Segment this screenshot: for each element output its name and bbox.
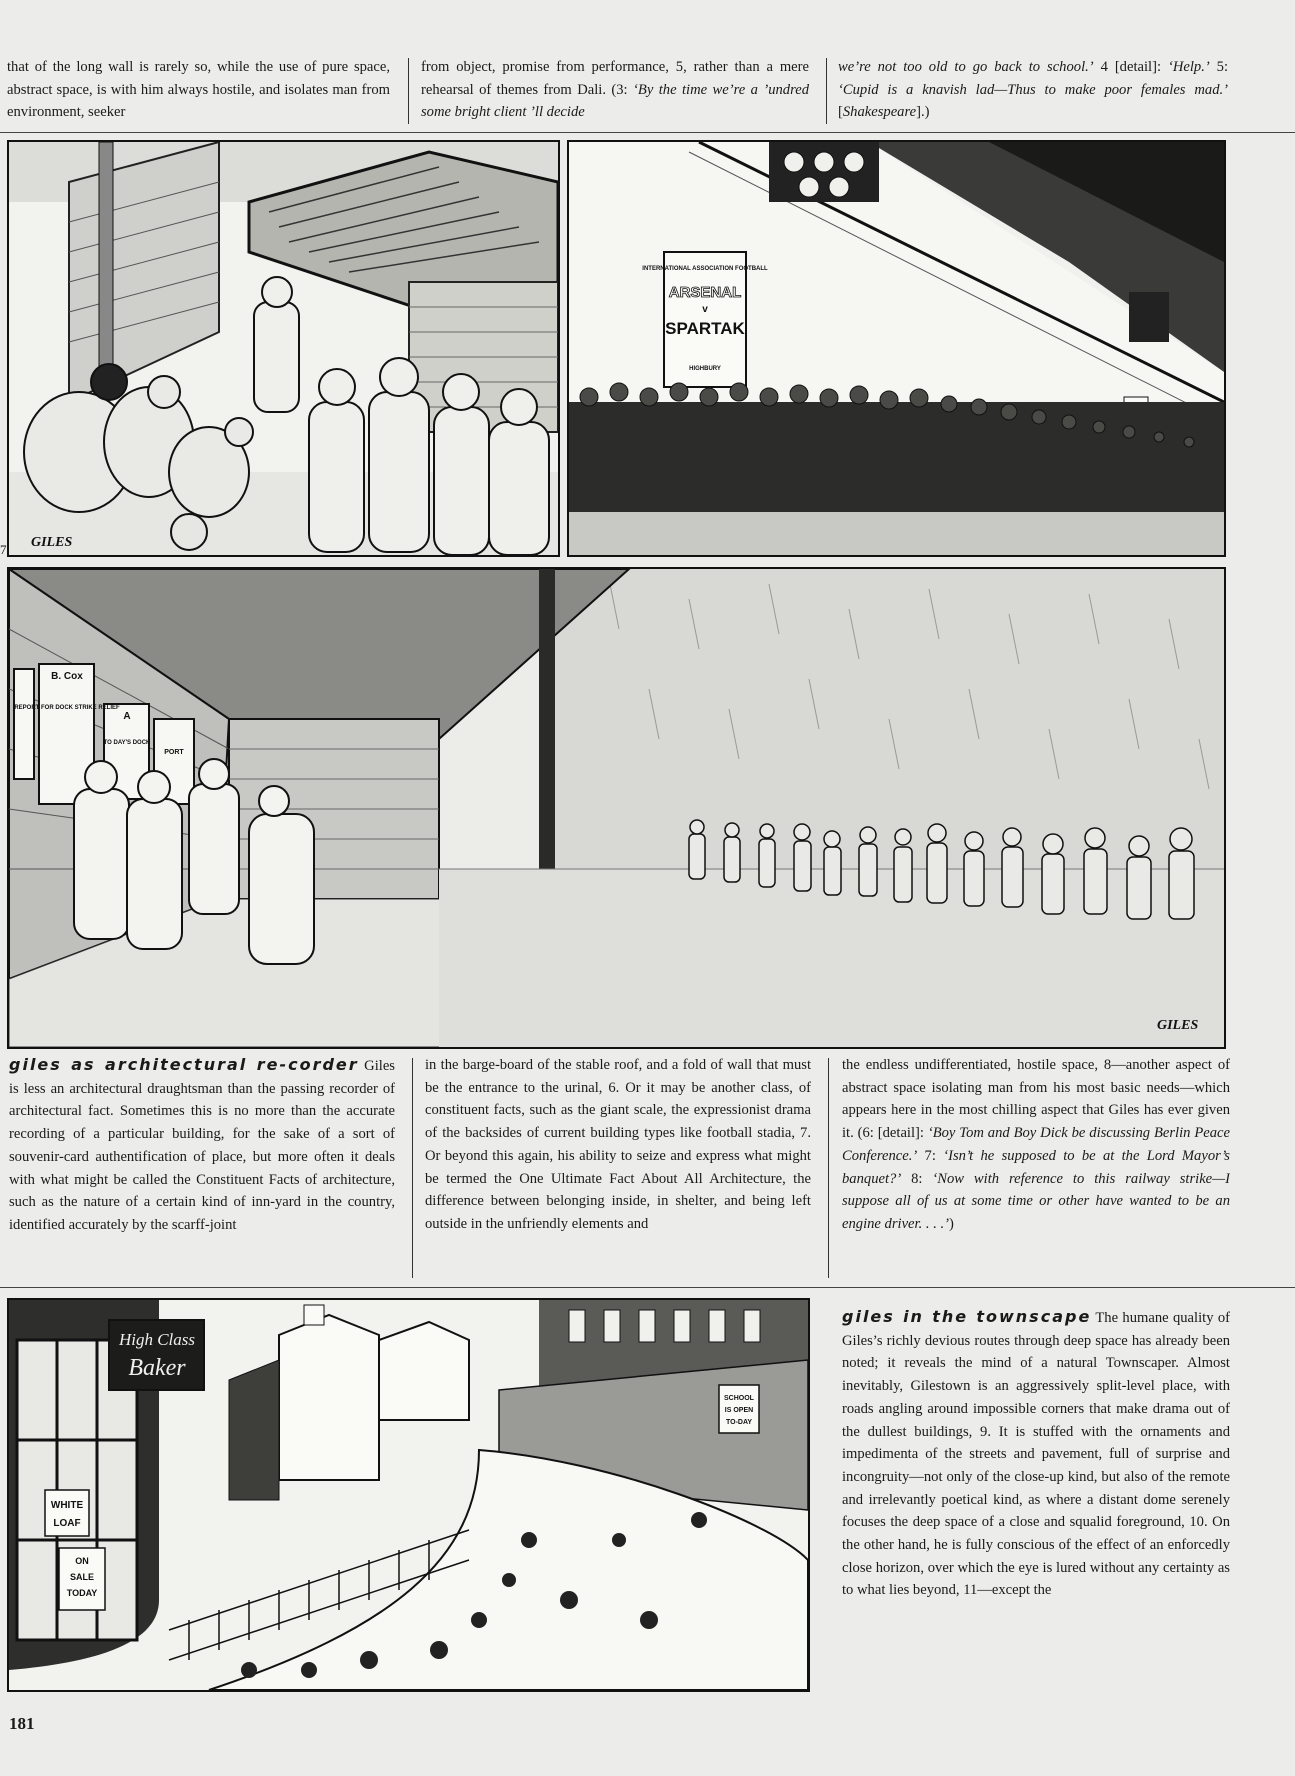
school-sign-line-1: SCHOOL [724, 1395, 754, 1402]
middle-column-1 [9, 1054, 395, 1237]
illustration-football-stadium [567, 140, 1226, 557]
middle-column-3 [842, 1054, 1230, 1236]
poster-line-1: INTERNATIONAL ASSOCIATION FOOTBALL [642, 266, 768, 272]
school-sign-line-2: IS OPEN [724, 1407, 754, 1414]
column-divider [826, 58, 827, 124]
loaf-poster-line-1: WHITE [50, 1500, 84, 1511]
baker-sign-line-1: High Class [118, 1330, 196, 1349]
shelter-poster-3: A [123, 711, 131, 722]
shelter-poster-5: PORT [164, 749, 184, 756]
caption-ref-7: 7: [917, 1147, 944, 1164]
shelter-poster-2: REPORT FOR DOCK STRIKE RELIEF [14, 705, 120, 711]
stadium-drawing [569, 142, 1224, 555]
caption-ref-8: 8: [901, 1170, 933, 1187]
baker-sign-line-2: Baker [128, 1355, 186, 1381]
top-column-3 [838, 56, 1228, 124]
column-divider [412, 1058, 413, 1278]
caption-quote-8: ‘Now with reference to this railway strike—I suppose all of us at some time or other have wanted to be an engine driver. . . .’ [842, 1170, 1230, 1232]
school-sign-line-3: TO-DAY [725, 1419, 753, 1426]
section-heading-architectural-recorder: giles as architectural re-corder [9, 1055, 359, 1074]
railway-shelter-drawing [9, 569, 1224, 1047]
caption-author: Shakespeare [842, 104, 917, 121]
caption-quote-6: ‘Boy Tom and Boy Dick be discussing Berlin Peace Conference.’ [842, 1125, 1230, 1164]
section-heading-townscape: giles in the townscape [842, 1307, 1092, 1326]
page-number: 181 [9, 1714, 35, 1733]
townscape-drawing [9, 1300, 808, 1690]
figure-number-7: 7 [0, 542, 7, 557]
middle-column-2-text: in the barge-board of the stable roof, and a fold of wall that must be the entrance to the urinal, 6. Or it may be another class, of constituent facts, such as the giant scale, the expressionist drama of the backsides of current building types like football stadia, 7. Or beyond this again, his ability to seize and express what might be termed the One Ultimate Fact About All Architecture, the difference between belonging inside, in shelter, and being left outside in the unfriendly elements and [425, 1057, 811, 1232]
caption-ref-4: 4 [detail]: [1093, 59, 1168, 75]
illustration-townscape [7, 1298, 810, 1692]
caption-bracket-open: [ [838, 104, 843, 121]
top-column-2-text: from object, promise from performance, 5, rather than a mere rehearsal of themes from Dali. (3: [421, 59, 809, 98]
middle-column-1-text: Giles is less an architectural draughtsman than the passing recorder of architectural fact. Sometimes this is no more than the accurate recording of a particular building, for the sake of a sort of souvenir-card authentification of place, but more often it deals with what might be called the Constituent Facts of architecture, such as the nature of a certain kind of inn-yard in the country, identified accurately by the scarff-joint [9, 1058, 395, 1233]
middle-column-3-text: the endless undifferentiated, hostile space, 8—another aspect of abstract space isolating man from his most basic needs—which appears here in the most chilling aspect that Giles has ever given it. (6: [detail]: [842, 1057, 1230, 1142]
railway-shelter-signature: GILES [1157, 1018, 1199, 1033]
caption-quote-7: ‘Isn’t he supposed to be at the Lord Mayor’s banquet?’ [842, 1147, 1230, 1187]
caption-close: ) [949, 1215, 954, 1232]
horizontal-rule [0, 1287, 1295, 1288]
inn-yard-drawing [9, 142, 558, 555]
illustration-inn-yard [7, 140, 560, 557]
caption-quote-4: ‘Help.’ [1167, 59, 1210, 75]
bottom-column-text: The humane quality of Giles’s richly devious routes through deep space has already been noted; it reveals the mind of a natural Townscaper. Almost inevitably, Gilestown is an aggressively split-level place, with roads angling around impossible corners that make drama out of the dullest buildings, 9. It is stuffed with the ornaments and impedimenta of the streets and pavement, full of surprise and incongruity—not only of the close-up kind, but also of the remote and irrelevantly poetical kind, as where a distant dome serenely focuses the deep space of a close and squalid foreground, 10. On the other hand, he is fully conscious of the effect of an enforcedly close horizon, over which the eye is lured without any certainty as to what lies beyond, 11—except the [842, 1310, 1230, 1599]
shelter-poster-4: TO DAY'S DOCK [103, 740, 151, 746]
sale-poster-line-3: TODAY [66, 1588, 98, 1598]
sale-poster-line-2: SALE [69, 1572, 95, 1582]
caption-quote-5: ‘Cupid is a knavish lad—Thus to make poor females mad.’ [838, 81, 1228, 98]
sale-poster-line-1: ON [75, 1556, 89, 1566]
middle-column-2 [425, 1054, 811, 1236]
illustration-railway-shelter [7, 567, 1226, 1049]
poster-line-4: SPARTAK [665, 319, 745, 338]
poster-line-3: v [702, 304, 708, 315]
column-divider [828, 1058, 829, 1278]
poster-line-2: ARSENAL [668, 284, 742, 301]
top-column-2 [421, 56, 809, 124]
top-column-1 [7, 56, 390, 124]
caption-ref-5: 5: [1209, 59, 1228, 75]
inn-yard-signature: GILES [31, 535, 73, 550]
bottom-column [842, 1306, 1230, 1602]
caption-quote-3: we’re not too old to go back to school.’ [838, 59, 1094, 75]
caption-bracket-close: ].) [916, 104, 930, 121]
poster-line-5: HIGHBURY [689, 366, 721, 372]
top-column-2-caption-quote: ‘By the time we’re a ’undred some bright client ’ll decide [421, 81, 809, 121]
loaf-poster-line-2: LOAF [53, 1518, 81, 1529]
shelter-poster-1: B. Cox [51, 671, 83, 682]
top-column-1-text: that of the long wall is rarely so, while the use of pure space, abstract space, is with him always hostile, and isolates man from environment, seeker [7, 59, 390, 121]
column-divider [408, 58, 409, 124]
horizontal-rule [0, 132, 1295, 133]
